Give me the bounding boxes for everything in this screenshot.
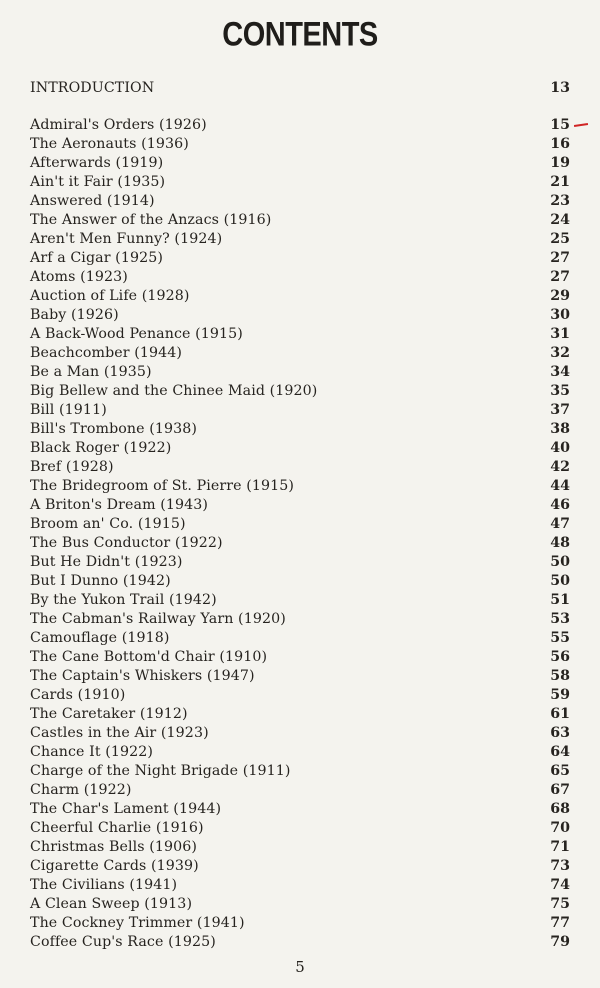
toc-entry-title: The Civilians (1941)	[30, 877, 178, 893]
toc-entry-title: By the Yukon Trail (1942)	[30, 592, 217, 608]
toc-entry-page: 61	[550, 706, 570, 722]
toc-entry-title: Big Bellew and the Chinee Maid (1920)	[30, 383, 318, 399]
toc-entry	[30, 154, 570, 173]
toc-entry	[30, 515, 570, 534]
toc-entry-title: Beachcomber (1944)	[30, 345, 183, 361]
toc-entry-page: 27	[550, 269, 570, 285]
toc-entry-page: 56	[550, 649, 570, 665]
toc-entry-title: Admiral's Orders (1926)	[30, 117, 207, 133]
toc-entry-title: The Aeronauts (1936)	[30, 136, 189, 152]
toc-entry-page: 65	[550, 763, 570, 779]
toc-entry	[30, 724, 570, 743]
toc-entry-page: 75	[550, 896, 570, 912]
toc-entry	[30, 230, 570, 249]
toc-entry	[30, 838, 570, 857]
toc-entry-title: Bill (1911)	[30, 402, 107, 418]
toc-entry-title: Arf a Cigar (1925)	[30, 250, 163, 266]
toc-entry-title: Black Roger (1922)	[30, 440, 172, 456]
toc-entry	[30, 401, 570, 420]
toc-entry-title: A Clean Sweep (1913)	[30, 896, 193, 912]
toc-entry	[30, 914, 570, 933]
toc-entry	[30, 572, 570, 591]
toc-entry	[30, 325, 570, 344]
toc-entry-page: 16	[550, 136, 570, 152]
toc-entry	[30, 477, 570, 496]
toc-entry-page: 58	[550, 668, 570, 684]
toc-entry-title: Aren't Men Funny? (1924)	[30, 231, 223, 247]
page-title: CONTENTS	[222, 16, 378, 54]
toc-entry	[30, 268, 570, 287]
toc-entry-title: Coffee Cup's Race (1925)	[30, 934, 216, 950]
toc-entry-title: The Answer of the Anzacs (1916)	[30, 212, 272, 228]
toc-entry-title: The Captain's Whiskers (1947)	[30, 668, 255, 684]
toc-entry-page: 42	[550, 459, 570, 475]
toc-entry-page: 35	[550, 383, 570, 399]
toc-entry-list	[30, 116, 570, 952]
toc-entry	[30, 667, 570, 686]
toc-entry-title: Baby (1926)	[30, 307, 119, 323]
toc-entry-title: The Cockney Trimmer (1941)	[30, 915, 245, 931]
toc-entry-page: 46	[550, 497, 570, 513]
table-of-contents	[30, 78, 570, 952]
toc-entry-title: A Briton's Dream (1943)	[30, 497, 209, 513]
toc-entry-page: 59	[550, 687, 570, 703]
toc-entry-page: 51	[550, 592, 570, 608]
toc-entry-page: 25	[550, 231, 570, 247]
toc-entry-page: 48	[550, 535, 570, 551]
toc-entry	[30, 211, 570, 230]
toc-entry	[30, 686, 570, 705]
toc-entry	[30, 382, 570, 401]
toc-entry-page: 79	[550, 934, 570, 950]
toc-entry-page: 55	[550, 630, 570, 646]
red-pen-mark	[574, 123, 588, 127]
toc-entry	[30, 249, 570, 268]
toc-entry	[30, 458, 570, 477]
toc-entry	[30, 344, 570, 363]
toc-entry-title: But He Didn't (1923)	[30, 554, 183, 570]
toc-entry	[30, 895, 570, 914]
toc-entry	[30, 781, 570, 800]
toc-entry	[30, 743, 570, 762]
toc-entry-page: 50	[550, 573, 570, 589]
toc-entry-title: Charm (1922)	[30, 782, 132, 798]
toc-entry-page: 27	[550, 250, 570, 266]
toc-entry	[30, 762, 570, 781]
toc-entry	[30, 819, 570, 838]
toc-entry-page: 71	[550, 839, 570, 855]
toc-entry-page: 73	[550, 858, 570, 874]
toc-entry-title: The Cane Bottom'd Chair (1910)	[30, 649, 268, 665]
toc-entry-title: Broom an' Co. (1915)	[30, 516, 186, 532]
toc-entry-title: But I Dunno (1942)	[30, 573, 171, 589]
toc-entry-title: The Bridegroom of St. Pierre (1915)	[30, 478, 295, 494]
toc-entry-title: Afterwards (1919)	[30, 155, 164, 171]
page-number: 5	[295, 958, 305, 976]
toc-entry-page: 30	[550, 307, 570, 323]
toc-entry	[30, 800, 570, 819]
toc-entry-title: Bref (1928)	[30, 459, 114, 475]
toc-entry-title: Charge of the Night Brigade (1911)	[30, 763, 291, 779]
toc-entry-title: Castles in the Air (1923)	[30, 725, 209, 741]
toc-entry-title: The Cabman's Railway Yarn (1920)	[30, 611, 286, 627]
toc-entry-page: 44	[550, 478, 570, 494]
toc-entry-page: 19	[550, 155, 570, 171]
toc-entry-title: Cheerful Charlie (1916)	[30, 820, 204, 836]
toc-entry-page: 24	[550, 212, 570, 228]
toc-entry-page: 37	[550, 402, 570, 418]
toc-entry	[30, 648, 570, 667]
toc-entry-page: 40	[550, 440, 570, 456]
toc-entry	[30, 363, 570, 382]
toc-entry-title: The Bus Conductor (1922)	[30, 535, 223, 551]
toc-entry-page: 63	[550, 725, 570, 741]
toc-entry-title: A Back-Wood Penance (1915)	[30, 326, 243, 342]
toc-entry-title: Bill's Trombone (1938)	[30, 421, 198, 437]
toc-entry-title: Be a Man (1935)	[30, 364, 152, 380]
toc-entry-title: Cards (1910)	[30, 687, 126, 703]
toc-entry-page: 21	[550, 174, 570, 190]
toc-entry	[30, 553, 570, 572]
toc-entry-page: 15	[550, 117, 570, 133]
toc-entry-title: Cigarette Cards (1939)	[30, 858, 199, 874]
toc-entry-page: 29	[550, 288, 570, 304]
toc-entry-page: 64	[550, 744, 570, 760]
toc-entry	[30, 876, 570, 895]
toc-entry-page: 74	[550, 877, 570, 893]
toc-entry-title: Ain't it Fair (1935)	[30, 174, 166, 190]
toc-entry-page: 77	[550, 915, 570, 931]
toc-entry-title: Christmas Bells (1906)	[30, 839, 198, 855]
toc-entry-page: 34	[550, 364, 570, 380]
toc-entry	[30, 116, 570, 135]
toc-entry	[30, 629, 570, 648]
toc-entry-title: INTRODUCTION	[30, 80, 155, 96]
toc-entry-title: Auction of Life (1928)	[30, 288, 190, 304]
toc-entry-title: Camouflage (1918)	[30, 630, 170, 646]
toc-entry	[30, 173, 570, 192]
toc-entry-introduction	[30, 78, 570, 98]
toc-entry	[30, 306, 570, 325]
toc-entry-page: 32	[550, 345, 570, 361]
toc-entry	[30, 135, 570, 154]
toc-entry	[30, 933, 570, 952]
toc-entry-title: Atoms (1923)	[30, 269, 128, 285]
toc-entry-page: 53	[550, 611, 570, 627]
toc-entry-page: 31	[550, 326, 570, 342]
toc-entry-page: 70	[550, 820, 570, 836]
toc-entry-title: The Char's Lament (1944)	[30, 801, 222, 817]
toc-entry-page: 13	[550, 80, 570, 96]
toc-entry	[30, 705, 570, 724]
toc-entry-title: The Caretaker (1912)	[30, 706, 188, 722]
toc-entry	[30, 420, 570, 439]
toc-entry	[30, 496, 570, 515]
toc-entry-page: 67	[550, 782, 570, 798]
toc-entry	[30, 610, 570, 629]
toc-entry-page: 68	[550, 801, 570, 817]
toc-entry-title: Answered (1914)	[30, 193, 155, 209]
toc-entry-page: 47	[550, 516, 570, 532]
toc-entry	[30, 534, 570, 553]
toc-entry	[30, 287, 570, 306]
toc-entry	[30, 439, 570, 458]
toc-entry	[30, 591, 570, 610]
toc-entry-page: 38	[550, 421, 570, 437]
toc-entry	[30, 857, 570, 876]
toc-entry-page: 23	[550, 193, 570, 209]
toc-entry	[30, 192, 570, 211]
toc-entry-page: 50	[550, 554, 570, 570]
toc-entry-title: Chance It (1922)	[30, 744, 154, 760]
